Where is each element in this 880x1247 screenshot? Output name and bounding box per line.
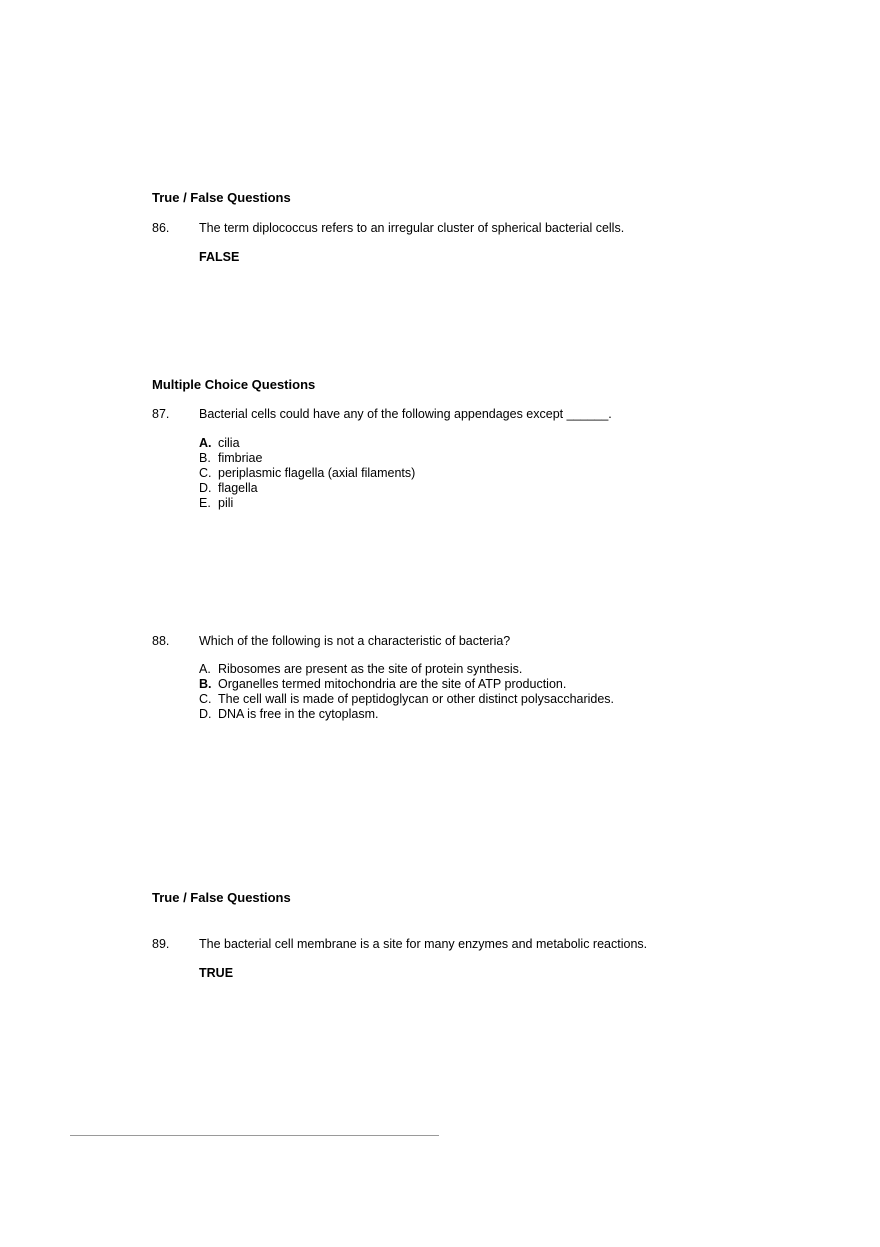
options-list (199, 436, 415, 511)
answer-text: FALSE (199, 250, 240, 264)
question-number: 86. (152, 221, 170, 235)
option-text: periplasmic flagella (axial filaments) (218, 466, 416, 480)
option-text: cilia (218, 436, 240, 450)
question-text: Which of the following is not a characteristic of bacteria? (199, 634, 511, 648)
option-letter: C. (199, 466, 212, 480)
option-letter: D. (199, 707, 212, 721)
option-item (199, 677, 614, 692)
footer-divider (70, 1135, 439, 1136)
question-number: 89. (152, 937, 170, 951)
option-item (199, 466, 415, 481)
option-item (199, 481, 415, 496)
option-text: fimbriae (218, 451, 263, 465)
option-letter: B. (199, 677, 212, 691)
option-item (199, 451, 415, 466)
option-text: Organelles termed mitochondria are the site of ATP production. (218, 677, 567, 691)
option-letter: D. (199, 481, 212, 495)
question-number: 88. (152, 634, 170, 648)
option-item (199, 692, 614, 707)
section-heading: Multiple Choice Questions (152, 377, 316, 392)
question-text: The term diplococcus refers to an irregular cluster of spherical bacterial cells. (199, 221, 625, 235)
option-text: Ribosomes are present as the site of protein synthesis. (218, 662, 523, 676)
option-letter: C. (199, 692, 212, 706)
option-letter: A. (199, 436, 212, 450)
option-item (199, 662, 614, 677)
question-number: 87. (152, 407, 170, 421)
option-text: flagella (218, 481, 258, 495)
option-item (199, 436, 415, 451)
section-heading: True / False Questions (152, 890, 291, 905)
option-letter: B. (199, 451, 211, 465)
answer-text: TRUE (199, 966, 234, 980)
option-text: DNA is free in the cytoplasm. (218, 707, 379, 721)
option-letter: A. (199, 662, 211, 676)
option-text: The cell wall is made of peptidoglycan or other distinct polysaccharides. (218, 692, 615, 706)
option-item (199, 707, 614, 722)
question-text: The bacterial cell membrane is a site for many enzymes and metabolic reactions. (199, 937, 648, 951)
section-heading: True / False Questions (152, 190, 291, 205)
option-item (199, 496, 415, 511)
option-text: pili (218, 496, 234, 510)
options-list (199, 662, 614, 722)
option-letter: E. (199, 496, 211, 510)
question-text: Bacterial cells could have any of the following appendages except ______. (199, 407, 612, 421)
